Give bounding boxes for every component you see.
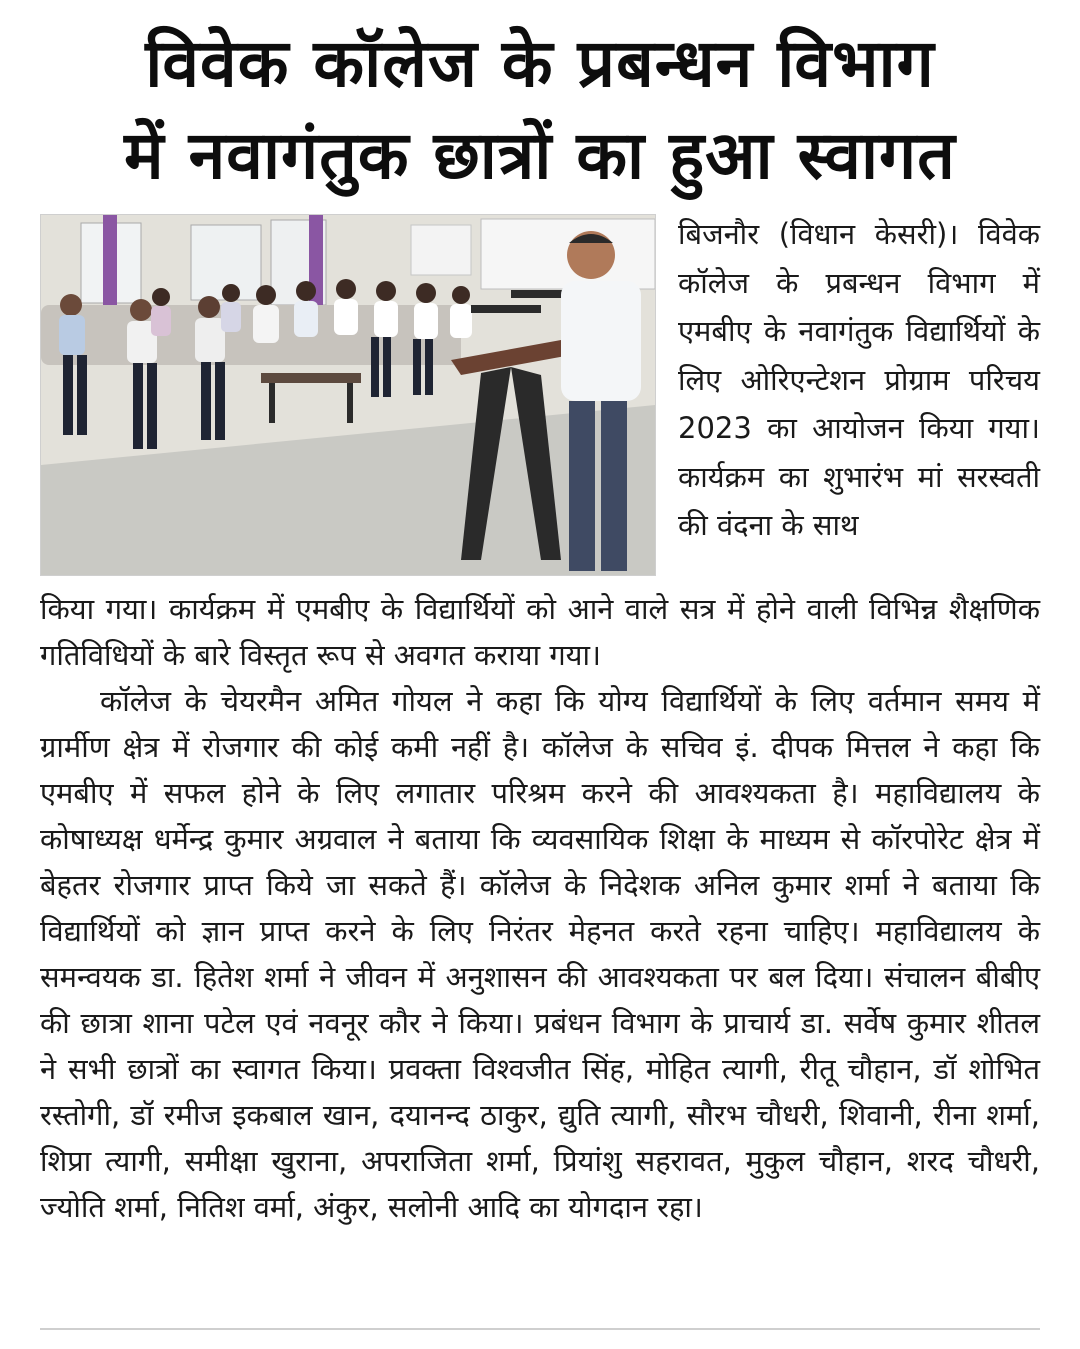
news-photo [40, 214, 656, 576]
headline-line-2: में नवागंतुक छात्रों का हुआ स्वागत [124, 117, 956, 194]
article-paragraph-1-continued: किया गया। कार्यक्रम में एमबीए के विद्यार्थियों को आने वाले सत्र में होने वाली विभिन्न शैक्षणिक गतिविधियों के बारे विस्तृत रूप से अवगत कराया गया। [40, 592, 1040, 672]
headline [30, 18, 1050, 202]
bottom-divider [40, 1328, 1040, 1330]
classroom-photo-illustration [41, 215, 655, 575]
headline-line-1: विवेक कॉलेज के प्रबन्धन विभाग [145, 25, 935, 102]
article-lead-column: बिजनौर (विधान केसरी)। विवेक कॉलेज के प्रबन्धन विभाग में एमबीए के नवागंतुक विद्यार्थियों के लिए ओरिएन्टेशन प्रोग्राम परिचय 2023 का आयोजन किया गया। कार्यक्रम का शुभारंभ मां सरस्वती की वंदना के साथ [678, 217, 1040, 542]
article-paragraph-2-text: कॉलेज के चेयरमैन अमित गोयल ने कहा कि योग्य विद्यार्थियों के लिए वर्तमान समय में ग्रार्मीण क्षेत्र में रोजगार की कोई कमी नहीं है। कॉलेज के सचिव इं. दीपक मित्तल ने कहा कि एमबीए में सफल होने के लिए लगातार परिश्रम करने की आवश्यकता है। महाविद्यालय के कोषाध्यक्ष धर्मेन्द्र कुमार अग्रवाल ने बताया कि व्यवसायिक शिक्षा के माध्यम से कॉरपोरेट क्षेत्र में बेहतर रोजगार प्राप्त किये जा सकते हैं। कॉलेज के निदेशक अनिल कुमार शर्मा ने बताया कि विद्यार्थियों को ज्ञान प्राप्त करने के लिए निरंतर मेहनत करते रहना चाहिए। महाविद्यालय के समन्वयक डा. हितेश शर्मा ने जीवन में अनुशासन की आवश्यकता पर बल दिया। संचालन बीबीए की छात्रा शाना पटेल एवं नवनूर कौर ने किया। प्रबंधन विभाग के प्राचार्य डा. सर्वेष कुमार शीतल ने सभी छात्रों का स्वागत किया। प्रवक्ता विश्वजीत सिंह, मोहित त्यागी, रीतू चौहान, डॉ शोभित रस्तोगी, डॉ रमीज इकबाल खान, दयानन्द ठाकुर, द्युति त्यागी, सौरभ चौधरी, शिवानी, रीना शर्मा, शिप्रा त्यागी, समीक्षा खुराना, अपराजिता शर्मा, प्रियांशु सहरावत, मुकुल चौहान, शरद चौधरी, ज्योति शर्मा, नितिश वर्मा, अंकुर, सलोनी आदि का योगदान रहा। [40, 684, 1040, 1224]
article-paragraph-2 [40, 678, 1040, 1230]
